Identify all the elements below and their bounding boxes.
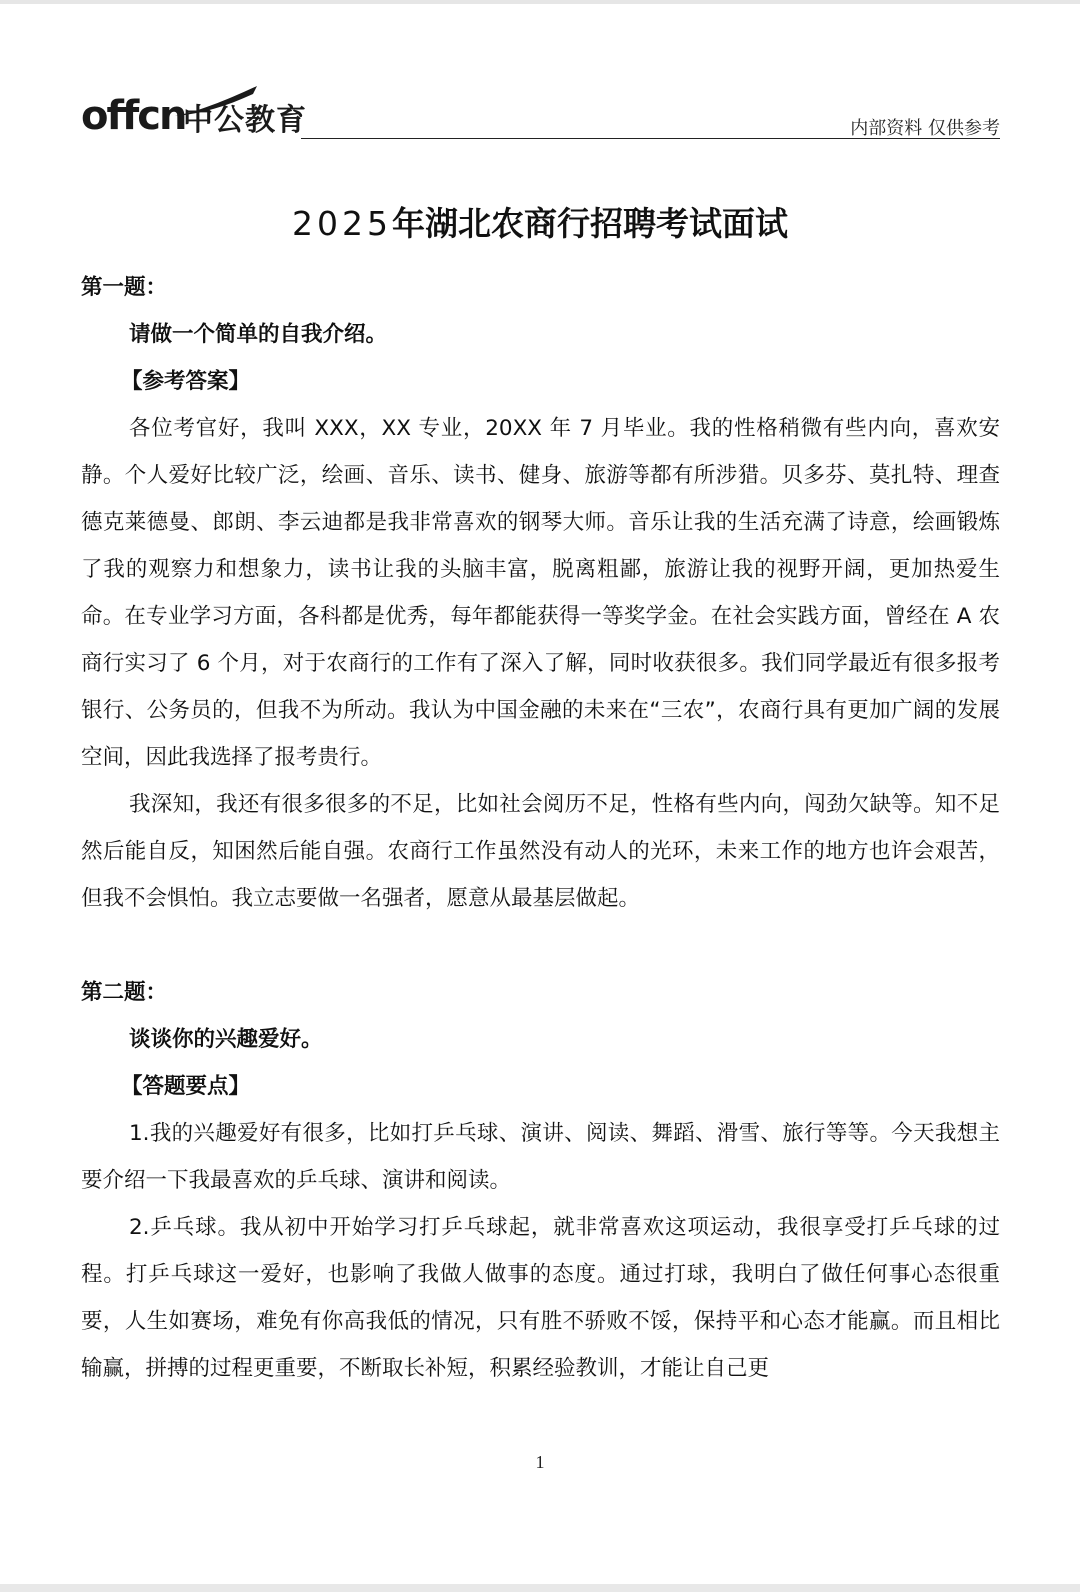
logo-chinese-text: 中公教育 <box>183 103 307 138</box>
question-2-text: 谈谈你的兴趣爱好。 <box>129 1027 323 1052</box>
question-2-answer-label: 【答题要点】 <box>121 1074 251 1099</box>
header-note: 内部资料 仅供参考 <box>850 118 1000 139</box>
question-2-paragraph-1: 1.我的兴趣爱好有很多，比如打乒乓球、演讲、阅读、舞蹈、滑雪、旅行等等。今天我想主要介绍一下我最喜欢的乒乓球、演讲和阅读。 <box>81 1121 1000 1193</box>
page-bottom-edge <box>0 1584 1080 1592</box>
document-header <box>81 82 1000 142</box>
question-2-label: 第二题： <box>81 980 168 1005</box>
title-text: 年湖北农商行招聘考试面试 <box>391 204 788 243</box>
page-top-edge <box>0 0 1080 4</box>
offcn-logo <box>81 82 311 142</box>
question-2-paragraph-2: 2.乒乓球。我从初中开始学习打乒乓球起，就非常喜欢这项运动，我很享受打乒乓球的过程。打乒乓球这一爱好，也影响了我做人做事的态度。通过打球，我明白了做任何事心态很重要，人生如赛场，难免有你高我低的情况，只有胜不骄败不馁，保持平和心态才能赢。而且相比输赢，拼搏的过程更重要，不断取长补短，积累经验教训，才能让自己更 <box>81 1215 1000 1381</box>
question-1-text: 请做一个简单的自我介绍。 <box>129 322 388 347</box>
title-year: 2025 <box>292 204 392 243</box>
question-1-paragraph-1: 各位考官好，我叫 XXX，XX 专业，20XX 年 7 月毕业。我的性格稍微有些内向，喜欢安静。个人爱好比较广泛，绘画、音乐、读书、健身、旅游等都有所涉猎。贝多芬、莫扎特、理查德克莱德曼、郎朗、李云迪都是我非常喜欢的钢琴大师。音乐让我的生活充满了诗意，绘画锻炼了我的观察力和想象力，读书让我的头脑丰富，脱离粗鄙，旅游让我的视野开阔，更加热爱生命。在专业学习方面，各科都是优秀，每年都能获得一等奖学金。在社会实践方面，曾经在 A 农商行实习了 6 个月，对于农商行的工作有了深入了解，同时收获很多。我们同学最近有很多报考银行、公务员的，但我不为所动。我认为中国金融的未来在“三农”，农商行具有更加广阔的发展空间，因此我选择了报考贵行。 <box>81 416 1000 770</box>
question-1-label: 第一题： <box>81 275 168 300</box>
section-gap <box>81 922 1000 969</box>
question-1-answer-label: 【参考答案】 <box>121 369 251 394</box>
document-title <box>0 204 1080 244</box>
document-body <box>81 264 1000 1392</box>
page-number: 1 <box>535 1452 545 1472</box>
question-1-paragraph-2: 我深知，我还有很多很多的不足，比如社会阅历不足，性格有些内向，闯劲欠缺等。知不足然后能自反，知困然后能自强。农商行工作虽然没有动人的光环，未来工作的地方也许会艰苦，但我不会惧怕。我立志要做一名强者，愿意从最基层做起。 <box>81 792 1000 911</box>
logo-latin-text: offcn <box>81 93 186 139</box>
